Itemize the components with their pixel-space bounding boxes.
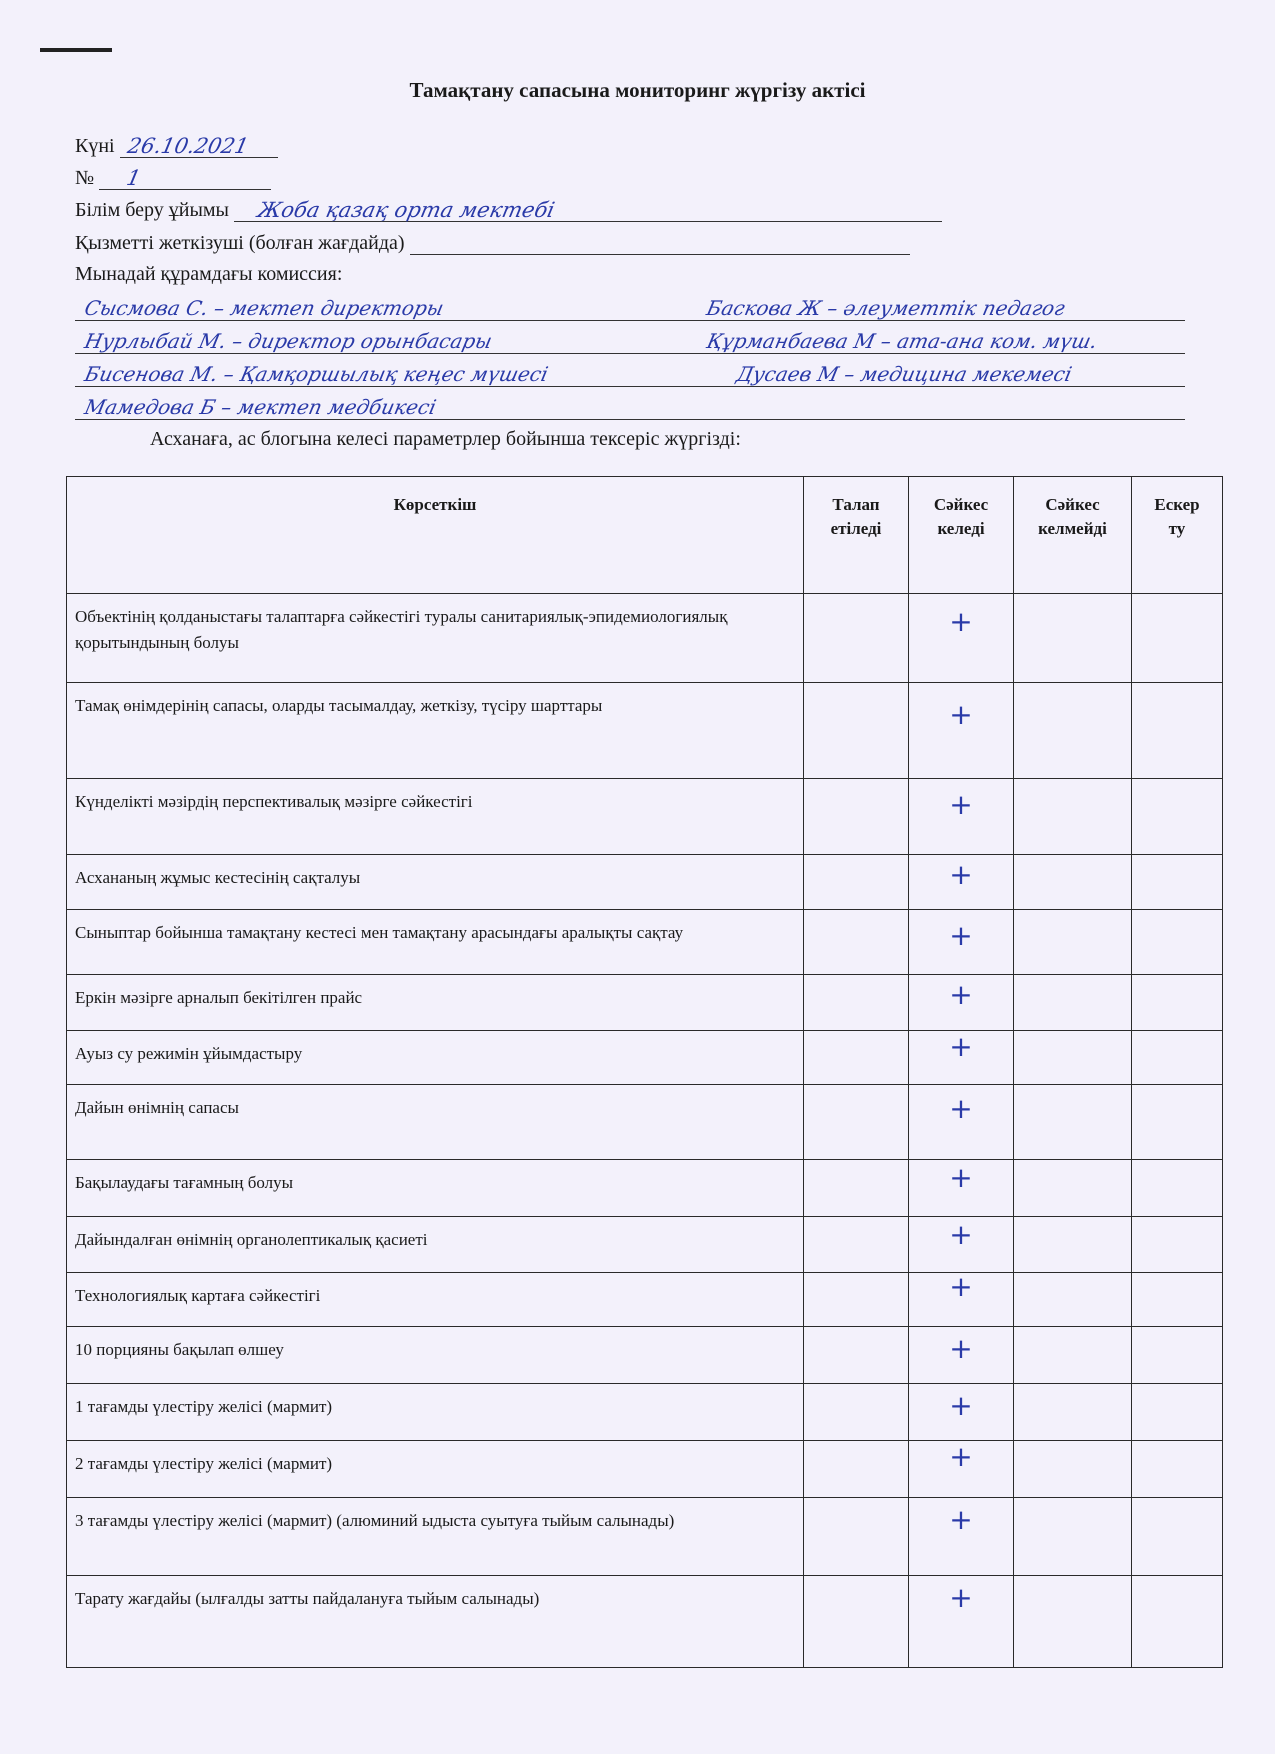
matches-cell[interactable]: + bbox=[909, 1031, 1014, 1085]
commission-line-1[interactable] bbox=[75, 294, 1185, 321]
commission-member: Нурлыбай М. – директор орынбасары bbox=[82, 329, 495, 353]
note-cell[interactable] bbox=[1132, 1441, 1223, 1498]
not-matches-cell[interactable] bbox=[1014, 1031, 1132, 1085]
matches-cell[interactable]: + bbox=[909, 683, 1014, 779]
commission-line-2[interactable] bbox=[75, 327, 1185, 354]
not-matches-cell[interactable] bbox=[1014, 779, 1132, 855]
col-header-matches: Сәйкес келеді bbox=[909, 477, 1014, 594]
document-title: Тамақтану сапасына мониторинг жүргізу актісі bbox=[409, 78, 866, 102]
required-cell[interactable] bbox=[804, 910, 909, 975]
indicator-cell: 10 порцияны бақылап өлшеу bbox=[67, 1327, 804, 1384]
not-matches-cell[interactable] bbox=[1014, 1441, 1132, 1498]
commission-member: Бисенова М. – Қамқоршылық кеңес мүшесі bbox=[82, 362, 551, 386]
table-row bbox=[67, 1031, 1223, 1085]
note-cell[interactable] bbox=[1132, 1217, 1223, 1273]
required-cell[interactable] bbox=[804, 1273, 909, 1327]
org-line bbox=[75, 197, 942, 222]
table-row bbox=[67, 975, 1223, 1031]
date-field[interactable] bbox=[120, 133, 278, 158]
number-field[interactable] bbox=[99, 165, 271, 190]
commission-member: Сысмова С. – мектеп директоры bbox=[82, 296, 446, 320]
date-label: Күні bbox=[75, 135, 115, 157]
indicator-cell: Бақылаудағы тағамның болуы bbox=[67, 1160, 804, 1217]
matches-cell[interactable]: + bbox=[909, 594, 1014, 683]
date-value: 26.10.2021 bbox=[125, 134, 251, 158]
note-cell[interactable] bbox=[1132, 1327, 1223, 1384]
supplier-field[interactable] bbox=[410, 230, 910, 255]
table-row bbox=[67, 683, 1223, 779]
date-line bbox=[75, 133, 278, 158]
required-cell[interactable] bbox=[804, 594, 909, 683]
not-matches-cell[interactable] bbox=[1014, 1384, 1132, 1441]
required-cell[interactable] bbox=[804, 1160, 909, 1217]
table-header-row bbox=[67, 477, 1223, 594]
not-matches-cell[interactable] bbox=[1014, 1327, 1132, 1384]
table-row bbox=[67, 779, 1223, 855]
intro-text: Асханаға, ас блогына келесі параметрлер бойынша тексеріс жүргізді: bbox=[150, 428, 741, 450]
not-matches-cell[interactable] bbox=[1014, 1273, 1132, 1327]
col-header-not-matches: Сәйкес келмейді bbox=[1014, 477, 1132, 594]
table-row bbox=[67, 910, 1223, 975]
table-row bbox=[67, 594, 1223, 683]
note-cell[interactable] bbox=[1132, 683, 1223, 779]
table-row bbox=[67, 1273, 1223, 1327]
table-row bbox=[67, 1217, 1223, 1273]
required-cell[interactable] bbox=[804, 779, 909, 855]
note-cell[interactable] bbox=[1132, 910, 1223, 975]
required-cell[interactable] bbox=[804, 1085, 909, 1160]
table-row bbox=[67, 1384, 1223, 1441]
scan-mark bbox=[40, 48, 112, 52]
inspection-table bbox=[66, 476, 1223, 1668]
org-value: Жоба қазақ орта мектебі bbox=[255, 198, 557, 222]
required-cell[interactable] bbox=[804, 1217, 909, 1273]
matches-cell[interactable]: + bbox=[909, 1273, 1014, 1327]
required-cell[interactable] bbox=[804, 1384, 909, 1441]
commission-member: Дусаев М – медицина мекемесі bbox=[734, 362, 1075, 386]
matches-cell[interactable]: + bbox=[909, 975, 1014, 1031]
required-cell[interactable] bbox=[804, 1327, 909, 1384]
note-cell[interactable] bbox=[1132, 1576, 1223, 1668]
col-header-note: Ескер ту bbox=[1132, 477, 1223, 594]
matches-cell[interactable]: + bbox=[909, 1498, 1014, 1576]
matches-cell[interactable]: + bbox=[909, 910, 1014, 975]
supplier-line bbox=[75, 230, 910, 255]
col-header-indicator: Көрсеткіш bbox=[67, 477, 804, 594]
matches-cell[interactable]: + bbox=[909, 1384, 1014, 1441]
table-row bbox=[67, 1327, 1223, 1384]
not-matches-cell[interactable] bbox=[1014, 1085, 1132, 1160]
indicator-cell: Ауыз су режимін ұйымдастыру bbox=[67, 1031, 804, 1085]
indicator-cell: Тарату жағдайы (ылғалды затты пайдалануға тыйым салынады) bbox=[67, 1576, 804, 1668]
supplier-label: Қызметті жеткізуші (болған жағдайда) bbox=[75, 232, 405, 254]
required-cell[interactable] bbox=[804, 683, 909, 779]
note-cell[interactable] bbox=[1132, 1498, 1223, 1576]
indicator-cell: Асхананың жұмыс кестесінің сақталуы bbox=[67, 855, 804, 910]
note-cell[interactable] bbox=[1132, 1273, 1223, 1327]
commission-member: Құрманбаева М – ата-ана ком. мүш. bbox=[704, 329, 1100, 353]
not-matches-cell[interactable] bbox=[1014, 975, 1132, 1031]
required-cell[interactable] bbox=[804, 1031, 909, 1085]
commission-line-3[interactable] bbox=[75, 360, 1185, 387]
not-matches-cell[interactable] bbox=[1014, 1160, 1132, 1217]
not-matches-cell[interactable] bbox=[1014, 855, 1132, 910]
matches-cell[interactable]: + bbox=[909, 855, 1014, 910]
table-row bbox=[67, 1576, 1223, 1668]
required-cell[interactable] bbox=[804, 1576, 909, 1668]
matches-cell[interactable]: + bbox=[909, 1441, 1014, 1498]
commission-line-4[interactable] bbox=[75, 393, 1185, 420]
indicator-cell: Сыныптар бойынша тамақтану кестесі мен тамақтану арасындағы аралықты сақтау bbox=[67, 910, 804, 975]
matches-cell[interactable]: + bbox=[909, 1085, 1014, 1160]
table-row bbox=[67, 855, 1223, 910]
required-cell[interactable] bbox=[804, 855, 909, 910]
note-cell[interactable] bbox=[1132, 1384, 1223, 1441]
note-cell[interactable] bbox=[1132, 1085, 1223, 1160]
not-matches-cell[interactable] bbox=[1014, 683, 1132, 779]
required-cell[interactable] bbox=[804, 1498, 909, 1576]
matches-cell[interactable]: + bbox=[909, 1160, 1014, 1217]
not-matches-cell[interactable] bbox=[1014, 1498, 1132, 1576]
not-matches-cell[interactable] bbox=[1014, 910, 1132, 975]
indicator-cell: Тамақ өнімдерінің сапасы, оларды тасымалдау, жеткізу, түсіру шарттары bbox=[67, 683, 804, 779]
indicator-cell: Технологиялық картаға сәйкестігі bbox=[67, 1273, 804, 1327]
note-cell[interactable] bbox=[1132, 1160, 1223, 1217]
matches-cell[interactable]: + bbox=[909, 1576, 1014, 1668]
number-label: № bbox=[75, 167, 95, 189]
indicator-cell: Дайын өнімнің сапасы bbox=[67, 1085, 804, 1160]
commission-label: Мынадай құрамдағы комиссия: bbox=[75, 263, 343, 285]
col-header-required: Талап етіледі bbox=[804, 477, 909, 594]
number-line bbox=[75, 165, 271, 190]
indicator-cell: Күнделікті мәзірдің перспективалық мәзірге сәйкестігі bbox=[67, 779, 804, 855]
required-cell[interactable] bbox=[804, 975, 909, 1031]
org-label: Білім беру ұйымы bbox=[75, 199, 229, 221]
required-cell[interactable] bbox=[804, 1441, 909, 1498]
note-cell[interactable] bbox=[1132, 594, 1223, 683]
table-row bbox=[67, 1441, 1223, 1498]
not-matches-cell[interactable] bbox=[1014, 594, 1132, 683]
not-matches-cell[interactable] bbox=[1014, 1217, 1132, 1273]
commission-member: Мамедова Б – мектеп медбикесі bbox=[82, 395, 439, 419]
table-row bbox=[67, 1085, 1223, 1160]
number-value: 1 bbox=[124, 166, 144, 190]
matches-cell[interactable]: + bbox=[909, 1217, 1014, 1273]
note-cell[interactable] bbox=[1132, 779, 1223, 855]
note-cell[interactable] bbox=[1132, 1031, 1223, 1085]
table-row bbox=[67, 1498, 1223, 1576]
matches-cell[interactable]: + bbox=[909, 779, 1014, 855]
not-matches-cell[interactable] bbox=[1014, 1576, 1132, 1668]
note-cell[interactable] bbox=[1132, 975, 1223, 1031]
table-row bbox=[67, 1160, 1223, 1217]
indicator-cell: 1 тағамды үлестіру желісі (мармит) bbox=[67, 1384, 804, 1441]
commission-member: Баскова Ж – әлеуметтік педагог bbox=[704, 296, 1068, 320]
indicator-cell: Еркін мәзірге арналып бекітілген прайс bbox=[67, 975, 804, 1031]
org-field[interactable] bbox=[234, 197, 942, 222]
indicator-cell: Дайындалған өнімнің органолептикалық қасиеті bbox=[67, 1217, 804, 1273]
indicator-cell: 3 тағамды үлестіру желісі (мармит) (алюминий ыдыста суытуға тыйым салынады) bbox=[67, 1498, 804, 1576]
note-cell[interactable] bbox=[1132, 855, 1223, 910]
indicator-cell: 2 тағамды үлестіру желісі (мармит) bbox=[67, 1441, 804, 1498]
indicator-cell: Объектінің қолданыстағы талаптарға сәйкестігі туралы санитариялық-эпидемиологиялық қорытындының болуы bbox=[67, 594, 804, 683]
matches-cell[interactable]: + bbox=[909, 1327, 1014, 1384]
